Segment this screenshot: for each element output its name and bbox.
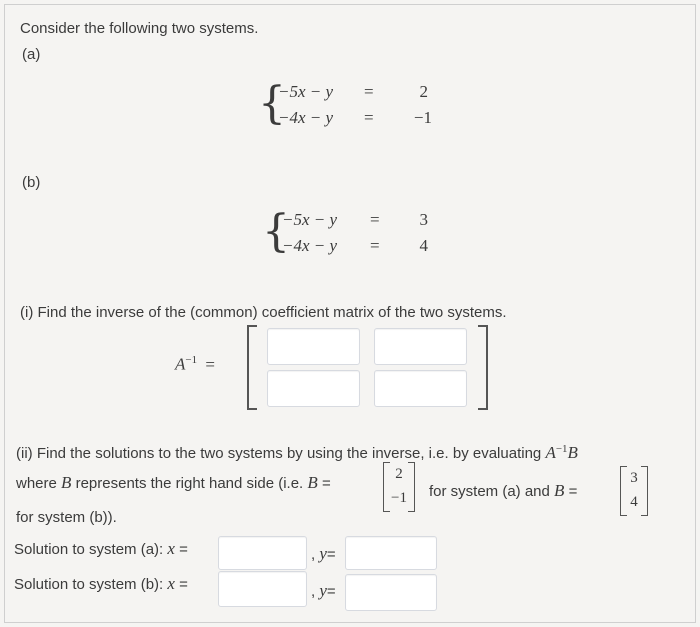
left-brace: { [258, 78, 286, 129]
matrix-entry-22-input[interactable] [374, 370, 467, 407]
equals-sign: = [205, 354, 215, 374]
solution-a-text: Solution to system (a): [14, 541, 168, 558]
eq-sign: = [370, 236, 380, 255]
equals-sign: = [174, 541, 188, 558]
vector-entry: −1 [391, 490, 407, 506]
x-variable: x [167, 539, 175, 558]
matrix-entry-11-input[interactable] [267, 328, 360, 365]
comma: , [311, 583, 316, 600]
eq-lhs: −4x − y [278, 108, 334, 127]
solution-b-x-input[interactable] [218, 571, 307, 607]
vector-a-left-bracket [383, 462, 390, 512]
inverse-label [175, 354, 215, 375]
part-a-label: (a) [22, 46, 41, 63]
solution-a-x-input[interactable] [218, 536, 307, 570]
where-text: represents the right hand side (i.e. [71, 475, 308, 492]
equals-sign: = [317, 475, 331, 492]
vector-a [390, 462, 408, 510]
x-variable: x [167, 574, 175, 593]
system-a-eq2 [274, 106, 438, 130]
eq-lhs: −5x − y [282, 210, 338, 229]
vector-b-right-bracket [641, 466, 648, 516]
system-b-eq1 [278, 208, 442, 232]
solution-a-y-label [311, 544, 336, 564]
vector-a-right-bracket [408, 462, 415, 512]
y-variable: y [319, 581, 327, 600]
intro-text: Consider the following two systems. [20, 20, 259, 37]
solution-a-y-input[interactable] [345, 536, 437, 570]
eq-sign: = [370, 210, 380, 229]
eq-rhs: −1 [413, 108, 432, 127]
inverse-exponent: −1 [555, 443, 568, 455]
vector-b [626, 466, 642, 514]
solution-b-label [14, 574, 188, 594]
where-text: where [16, 475, 62, 492]
eq-lhs: −4x − y [282, 236, 338, 255]
matrix-symbol: A [545, 443, 556, 462]
equals-sign: = [326, 583, 336, 600]
matrix-entry-12-input[interactable] [374, 328, 467, 365]
rhs-symbol: B [307, 473, 318, 492]
equals-sign: = [174, 576, 188, 593]
eq-rhs: 4 [419, 236, 428, 255]
eq-sign: = [364, 108, 374, 127]
matrix-left-bracket [247, 325, 257, 410]
system-b-eq2 [278, 234, 442, 258]
where-line [16, 473, 331, 493]
for-b-text: for system (b)). [16, 509, 117, 526]
for-a-label: for system (a) and [429, 483, 555, 500]
equals-sign: = [564, 483, 578, 500]
for-a-text [429, 481, 577, 501]
vector-entry: 4 [630, 494, 638, 510]
eq-rhs: 3 [419, 210, 428, 229]
solution-b-y-label [311, 581, 336, 601]
matrix-entry-21-input[interactable] [267, 370, 360, 407]
left-brace: { [262, 206, 290, 257]
part-b-label: (b) [22, 174, 41, 191]
solution-b-y-input[interactable] [345, 574, 437, 611]
solution-a-label [14, 539, 188, 559]
eq-rhs: 2 [419, 82, 428, 101]
eq-lhs: −5x − y [278, 82, 334, 101]
solution-b-text: Solution to system (b): [14, 576, 168, 593]
system-b [262, 206, 442, 262]
comma: , [311, 546, 316, 563]
rhs-symbol: B [567, 443, 578, 462]
question-ii-start: (ii) Find the solutions to the two systems by using the inverse, i.e. by evaluating [16, 445, 546, 462]
system-a [258, 78, 438, 134]
inverse-exponent: −1 [185, 354, 198, 366]
question-ii-text [16, 443, 578, 463]
question-i-text: (i) Find the inverse of the (common) coefficient matrix of the two systems. [20, 304, 507, 321]
matrix-right-bracket [478, 325, 488, 410]
vector-entry: 3 [630, 470, 638, 486]
vector-entry: 2 [395, 466, 403, 482]
matrix-symbol: A [175, 354, 186, 374]
equals-sign: = [326, 546, 336, 563]
eq-sign: = [364, 82, 374, 101]
y-variable: y [319, 544, 327, 563]
system-a-eq1 [274, 80, 438, 104]
rhs-symbol: B [61, 473, 72, 492]
rhs-symbol: B [554, 481, 565, 500]
